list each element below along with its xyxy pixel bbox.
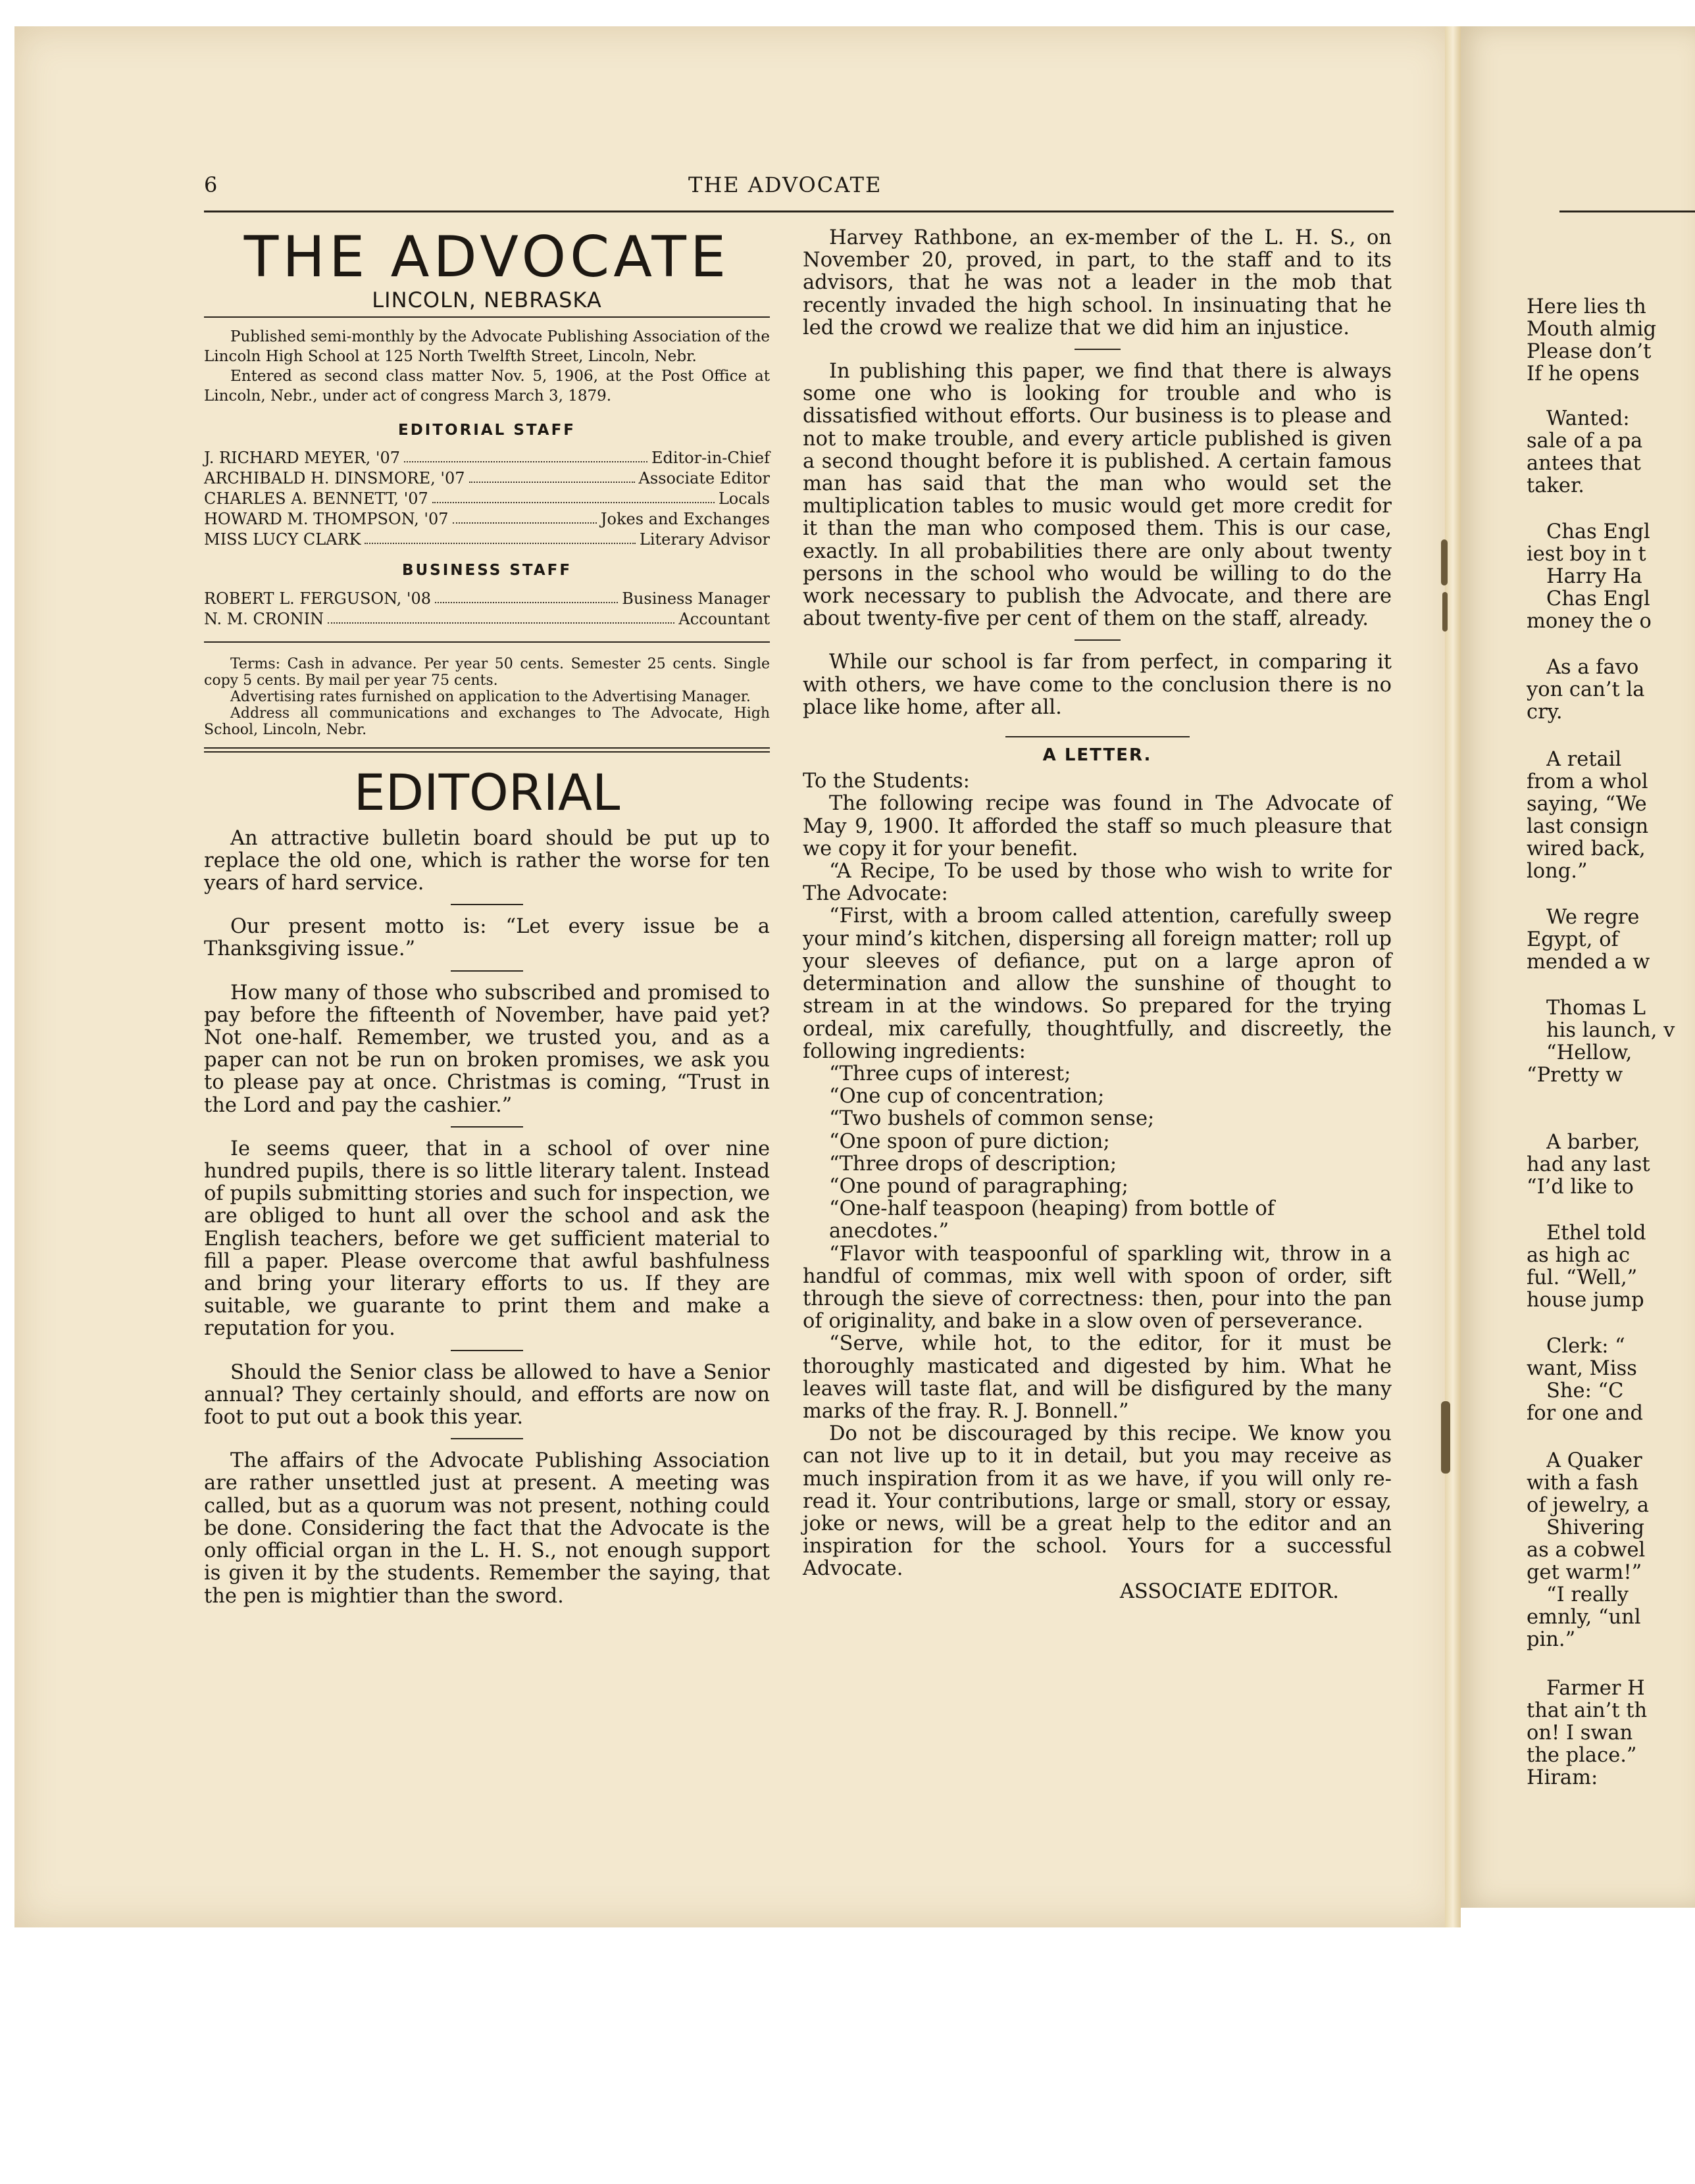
header-rule [204, 211, 1394, 212]
staff-row: MISS LUCY CLARK Literary Advisor [204, 530, 770, 549]
staff-row: J. RICHARD MEYER, '07 Editor-in-Chief [204, 449, 770, 468]
facing-header-rule [1559, 211, 1695, 212]
letter-paragraph: “Flavor with teaspoonful of sparkling wit, throw in a handful of commas, mix well with spoon of order, sift through the sieve of correctness: then, pour into the pan of originality, and bake in a slow oven of perseverance. [803, 1242, 1392, 1333]
double-rule [204, 747, 770, 753]
address-text: Address all communications and exchanges to The Advocate, High School, Lincoln, Nebr. [204, 705, 770, 738]
ingredient-item: “One pound of paragraphing; [829, 1174, 1128, 1198]
facing-text-line: “I really [1546, 1584, 1629, 1606]
facing-text-line: taker. [1527, 475, 1584, 497]
divider [204, 641, 770, 643]
facing-text-line: ful. “Well,” [1527, 1267, 1638, 1289]
facing-text-line: as a cobwel [1527, 1539, 1646, 1562]
editorial-staff-heading: EDITORIAL STAFF [397, 422, 576, 439]
separator [451, 1350, 523, 1351]
facing-text-line: antees that [1527, 453, 1641, 475]
separator [1075, 639, 1121, 641]
body-paragraph: In publishing this paper, we find that there is always some one who is looking for trouble and who is dissatisfied without efforts. Our business is to please and not to make trouble, and every article published is given a second thought before it is published. A certain famous man has said that the man who would set the multiplication tables to music would get more credit for it than the man who composed them. This is our case, exactly. In all probabilities there are only about twenty persons in the school who would be willing to do the work necessary to publish the Advocate, and there are about twenty-five per cent of them on the staff, already. [803, 360, 1392, 631]
facing-text-line: sale of a pa [1527, 430, 1643, 453]
facing-text-line: Clerk: “ [1546, 1335, 1625, 1358]
facing-text-line: long.” [1527, 860, 1588, 883]
editorial-paragraph: An attractive bulletin board should be put up to replace the old one, which is rather the worse for ten years of hard service. [204, 826, 770, 895]
facing-text-line: Chas Engl [1546, 521, 1650, 543]
facing-text-line: Chas Engl [1546, 588, 1650, 610]
editorial-paragraph: Should the Senior class be allowed to have a Senior annual? They certainly should, and efforts are now on foot to put out a book this year. [204, 1360, 770, 1429]
facing-text-line: Hiram: [1527, 1767, 1598, 1789]
facing-text-line: the place.” [1527, 1745, 1637, 1767]
masthead-title: THE ADVOCATE [243, 224, 730, 290]
ingredient-item: “One-half teaspoon (heaping) from bottle of anecdotes.” [829, 1197, 1275, 1243]
facing-text-line: wired back, [1527, 838, 1646, 860]
staff-row: HOWARD M. THOMPSON, '07 Jokes and Exchanges [204, 510, 770, 529]
facing-text-line: yon can’t la [1527, 679, 1645, 701]
staff-row: CHARLES A. BENNETT, '07 Locals [204, 489, 770, 509]
facing-text-line: Ethel told [1546, 1222, 1646, 1245]
editorial-paragraph: Our present motto is: “Let every issue be a Thanksgiving issue.” [204, 915, 770, 961]
facing-text-line: Thomas L [1546, 997, 1646, 1020]
facing-text-line: money the o [1527, 610, 1652, 633]
facing-text-line: cry. [1527, 701, 1563, 724]
facing-text-line: Wanted: [1546, 408, 1630, 430]
advertising-text: Advertising rates furnished on application to the Advertising Manager. [230, 688, 751, 705]
ingredient-item: “Two bushels of common sense; [829, 1107, 1155, 1131]
facing-text-line: with a fash [1527, 1472, 1639, 1495]
separator [451, 1126, 523, 1128]
editorial-paragraph: Ie seems queer, that in a school of over nine hundred pupils, there is so little literary talent. Instead of pupils submitting stories and such for inspection, we are obliged to hunt all over the school and ask the English teachers, before we get sufficient material to fill a paper. Please overcome that awful bashfulness and bring your literary efforts to us. If they are suitable, we guarante to print them and make a reputation for you. [204, 1137, 770, 1341]
facing-text-line: his launch, v [1546, 1020, 1675, 1042]
letter-paragraph: “A Recipe, To be used by those who wish to write for The Advocate: [803, 860, 1392, 906]
facing-text-line: We regre [1546, 906, 1640, 929]
facing-text-line: A Quaker [1546, 1450, 1642, 1472]
editorial-paragraph: The affairs of the Advocate Publishing Association are rather unsettled just at present. A meeting was called, but as a quorum was not present, nothing could be done. Considering the fact that the Advocate is the only official organ in the L. H. S., not enough support is given it by the students. Remember the saying, that the pen is mightier than the sword. [204, 1449, 770, 1608]
page-number: 6 [204, 172, 219, 197]
facing-text-line: “I’d like to [1527, 1176, 1634, 1199]
staff-row: ROBERT L. FERGUSON, '08 Business Manager [204, 589, 770, 608]
right-column [803, 227, 1392, 1603]
facing-text-line: “Hellow, [1546, 1042, 1632, 1064]
letter-heading: A LETTER. [1042, 745, 1152, 766]
divider [204, 316, 770, 318]
facing-text-line: Harry Ha [1546, 566, 1642, 588]
staff-row: N. M. CRONIN Accountant [204, 609, 770, 628]
facing-text-line: Here lies th [1527, 296, 1646, 318]
letter-paragraph: The following recipe was found in The Advocate of May 9, 1900. It afforded the staff so much pleasure that we copy it for your benefit. [803, 792, 1392, 860]
page-gutter [1445, 26, 1461, 1927]
ingredient-item: “One spoon of pure diction; [829, 1129, 1110, 1153]
facing-text-line: pin.” [1527, 1629, 1576, 1651]
ingredient-item: “One cup of concentration; [829, 1085, 1105, 1108]
staff-row: ARCHIBALD H. DINSMORE, '07 Associate Editor [204, 469, 770, 488]
facing-text-line: on! I swan [1527, 1722, 1633, 1745]
facing-text-line: as high ac [1527, 1245, 1631, 1267]
ingredient-item: “Three drops of description; [829, 1152, 1117, 1176]
separator [451, 970, 523, 972]
letter-salutation: To the Students: [803, 770, 970, 793]
facing-text-line: A retail [1546, 749, 1622, 771]
facing-text-line: As a favo [1546, 657, 1639, 679]
facing-text-line: of jewelry, a [1527, 1495, 1650, 1517]
facing-text-line: iest boy in t [1527, 543, 1646, 566]
facing-text-line: for one and [1527, 1402, 1644, 1425]
facing-text-line: mended a w [1527, 951, 1650, 974]
letter-signature: ASSOCIATE EDITOR. [1119, 1579, 1339, 1603]
terms-text: Terms: Cash in advance. Per year 50 cents. Semester 25 cents. Single copy 5 cents. By mail per year 75 cents. [204, 655, 770, 689]
separator [1075, 349, 1121, 350]
business-staff-heading: BUSINESS STAFF [401, 562, 572, 580]
facing-text-line: from a whol [1527, 771, 1648, 793]
facing-text-line: get warm!” [1527, 1562, 1642, 1584]
facing-text-line: had any last [1527, 1154, 1650, 1176]
facing-text-line: “Pretty w [1527, 1064, 1623, 1087]
facing-text-line: Mouth almig [1527, 318, 1656, 341]
facing-text-line: Shivering [1546, 1517, 1645, 1539]
facing-text-line: that ain’t th [1527, 1700, 1648, 1722]
running-title: THE ADVOCATE [688, 172, 882, 197]
facing-text-line: Egypt, of [1527, 929, 1619, 951]
letter-paragraph: “Serve, while hot, to the editor, for it must be thoroughly masticated and digested by him. What he leaves will taste flat, and will be disfigured by the many marks of the fray. R. J. Bonnell.” [803, 1332, 1392, 1423]
letter-paragraph: “First, with a broom called attention, carefully sweep your mind’s kitchen, dispersing all foreign matter; roll up your sleeves of defiance, put on a large apron of determination and allow the sunshine of thought to stream in at the windows. So prepared for the trying ordeal, mix carefully, thoughtfully, and discreetly, the following ingredients: [803, 905, 1392, 1063]
binding-stitch [1442, 592, 1448, 632]
facing-text-line: If he opens [1527, 363, 1640, 385]
separator [451, 1438, 523, 1439]
editorial-heading: EDITORIAL [353, 762, 620, 822]
ingredient-item: “Three cups of interest; [829, 1062, 1071, 1085]
facing-text-line: emnly, “unl [1527, 1606, 1641, 1629]
binding-stitch [1441, 1401, 1450, 1474]
facing-text-line: A barber, [1546, 1131, 1640, 1154]
facing-text-line: saying, “We [1527, 793, 1647, 816]
facing-text-line: house jump [1527, 1289, 1644, 1312]
separator [451, 904, 523, 905]
masthead-location: LINCOLN, NEBRASKA [372, 287, 602, 312]
facing-text-line: Farmer H [1546, 1677, 1645, 1700]
publication-notice: Published semi-monthly by the Advocate Publishing Association of the Lincoln High School at 125 North Twelfth Street, Lincoln, Nebr. [204, 328, 770, 366]
letter-rule [1005, 736, 1190, 737]
facing-text-line: want, Miss [1527, 1358, 1637, 1380]
editorial-paragraph: How many of those who subscribed and promised to pay before the fifteenth of November, have paid yet? Not one-half. Remember, we trusted you, and as a paper can not be run on broken promises, we ask you to please pay at once. Christmas is coming, “Trust in the Lord and pay the cashier.” [204, 981, 770, 1117]
facing-text-line: Please don’t [1527, 341, 1652, 363]
body-paragraph: While our school is far from perfect, in comparing it with others, we have come to the conclusion there is no place like home, after all. [803, 651, 1392, 719]
facing-text-line: She: “C [1546, 1380, 1624, 1402]
binding-stitch [1441, 539, 1448, 585]
left-column [204, 224, 770, 1608]
body-paragraph: Harvey Rathbone, an ex-member of the L. H. S., on November 20, proved, in part, to the staff and to its advisors, that he was not a leader in the mob that recently invaded the high school. In insinuating that he led the crowd we realize that we did him an injustice. [803, 226, 1392, 339]
letter-paragraph: Do not be discouraged by this recipe. We know you can not live up to it in detail, but you may receive as much inspiration from it as we have, if you will only re-read it. Your contributions, large or small, story or essay, joke or news, will be a great help to the editor and an inspiration for the school. Yours for a successful Advocate. [803, 1422, 1392, 1581]
facing-text-line: last consign [1527, 816, 1649, 838]
entry-notice: Entered as second class matter Nov. 5, 1906, at the Post Office at Lincoln, Nebr., under act of congress March 3, 1879. [204, 368, 770, 405]
